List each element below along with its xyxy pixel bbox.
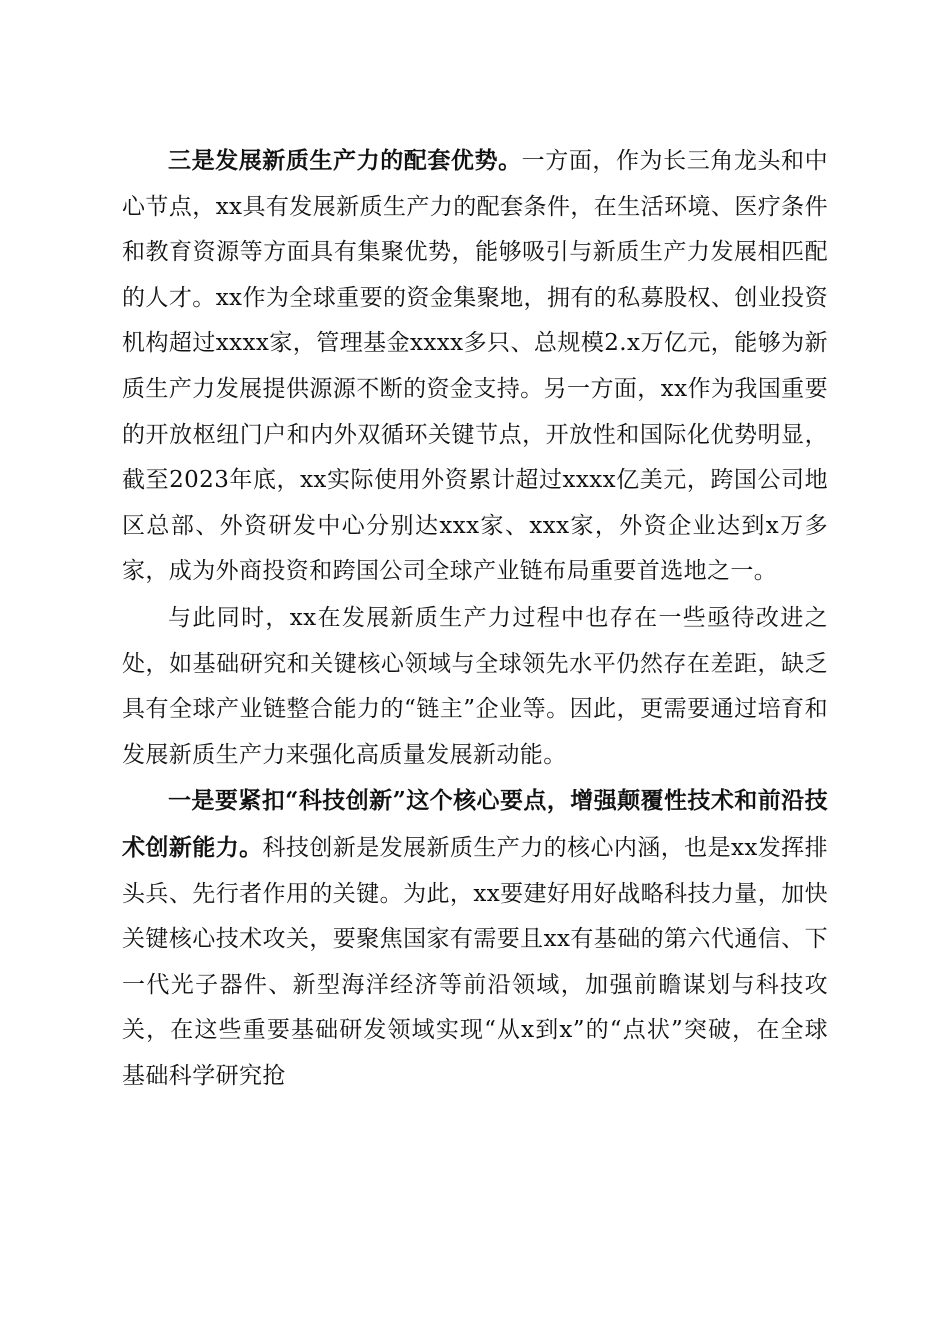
paragraph-tech-innovation bbox=[122, 778, 828, 1099]
paragraph-body: 一方面，作为长三角龙头和中心节点，xx具有发展新质生产力的配套条件，在生活环境、医疗条件和教育资源等方面具有集聚优势，能够吸引与新质生产力发展相匹配的人才。xx作为全球重要的资金集聚地，拥有的私募股权、创业投资机构超过xxxx家，管理基金xxxx多只、总规模2.x万亿元，能够为新质生产力发展提供源源不断的资金支持。另一方面，xx作为我国重要的开放枢纽门户和内外双循环关键节点，开放性和国际化优势明显，截至2023年底，xx实际使用外资累计超过xxxx亿美元，跨国公司地区总部、外资研发中心分别达xxx家、xxx家，外资企业达到x万多家，成为外商投资和跨国公司全球产业链布局重要首选地之一。 bbox=[122, 148, 829, 585]
paragraph-lead: 一是要紧扣“科技创新”这个核心要点，增强颠覆性技术和前沿技术创新能力。 bbox=[122, 787, 828, 861]
paragraph-shortcomings bbox=[122, 595, 828, 778]
paragraph-supporting-advantages bbox=[122, 138, 828, 595]
document-page bbox=[122, 138, 828, 1099]
paragraph-lead: 三是发展新质生产力的配套优势。 bbox=[168, 147, 522, 174]
paragraph-body: 科技创新是发展新质生产力的核心内涵，也是xx发挥排头兵、先行者作用的关键。为此，xx要建好用好战略科技力量，加快关键核心技术攻关，要聚焦国家有需要且xx有基础的第六代通信、下一代光子器件、新型海洋经济等前沿领域，加强前瞻谋划与科技攻关，在这些重要基础研发领域实现“从x到x”的“点状”突破，在全球基础科学研究抢 bbox=[122, 834, 828, 1089]
paragraph-body: 与此同时，xx在发展新质生产力过程中也存在一些亟待改进之处，如基础研究和关键核心领域与全球领先水平仍然存在差距，缺乏具有全球产业链整合能力的“链主”企业等。因此，更需要通过培育和发展新质生产力来强化高质量发展新动能。 bbox=[122, 604, 828, 768]
